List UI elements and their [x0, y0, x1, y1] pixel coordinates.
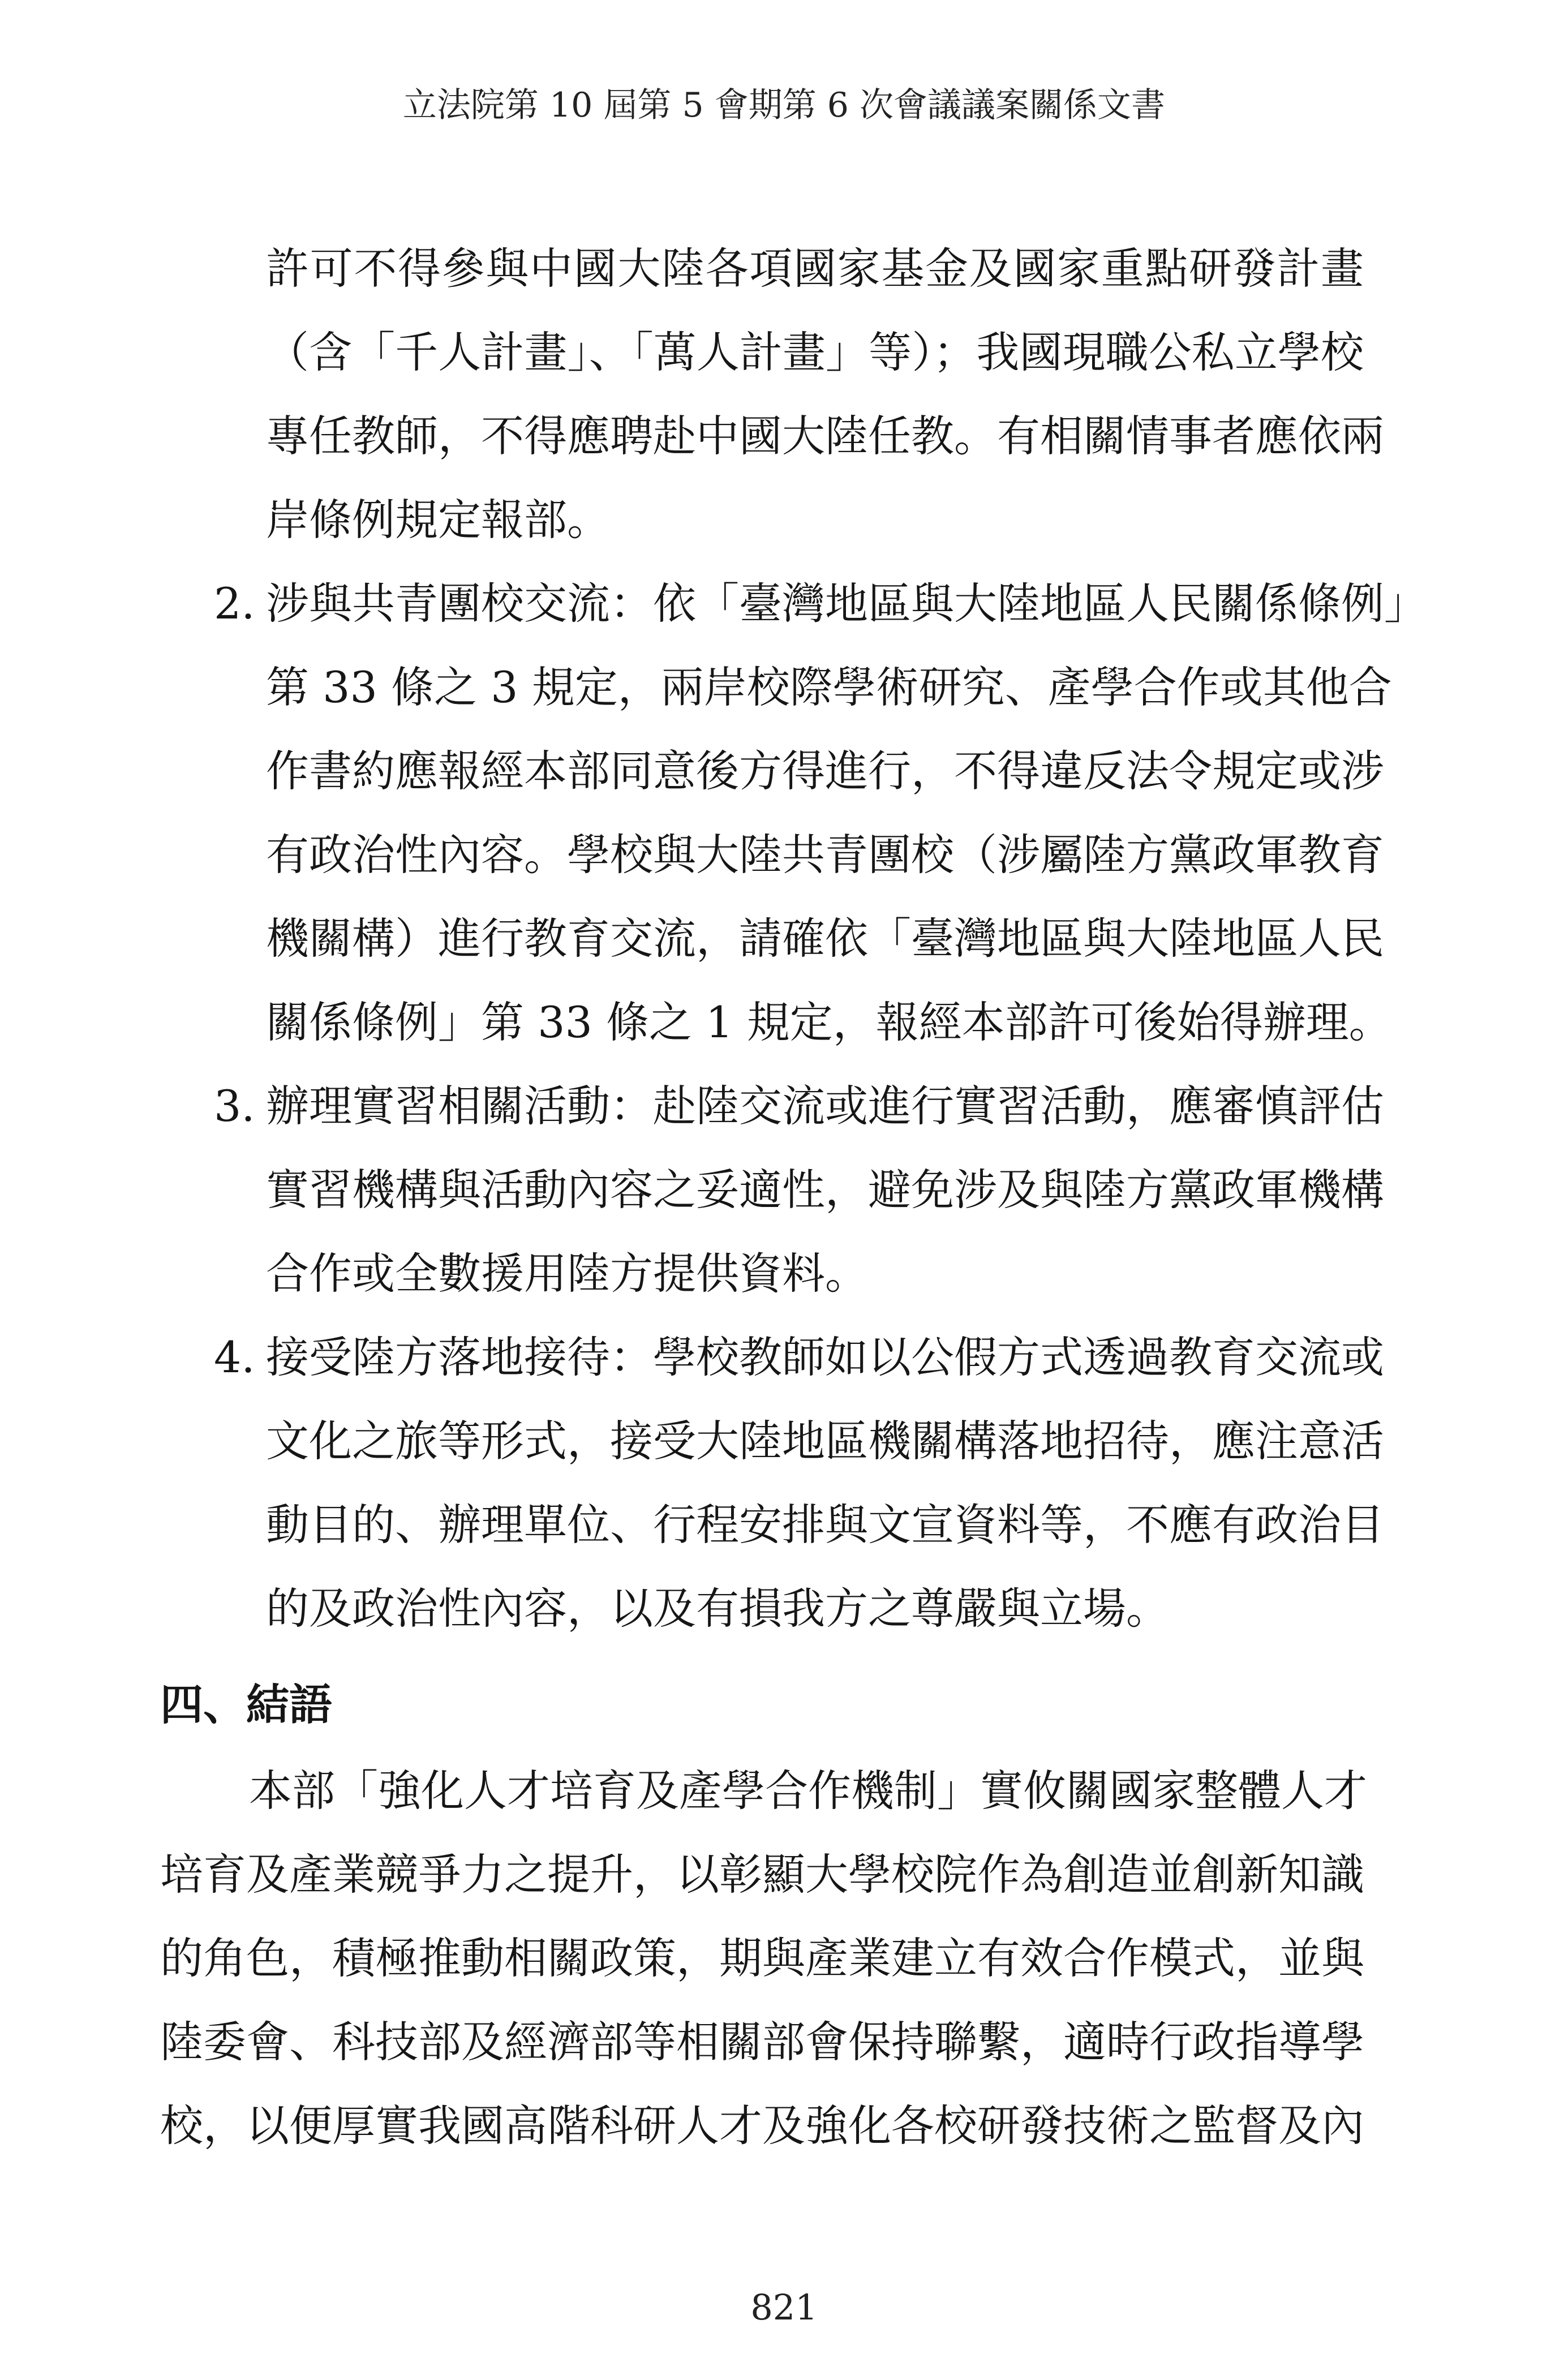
- item-line: 第 33 條之 3 規定，兩岸校際學術研究、產學合作或其他合: [266, 662, 1392, 712]
- item-line: 作書約應報經本部同意後方得進行，不得違反法令規定或涉: [266, 746, 1384, 796]
- item-line: 合作或全數援用陸方提供資料。: [266, 1248, 868, 1299]
- page-number: 821: [750, 2287, 818, 2328]
- document-header: 立法院第 10 屆第 5 會期第 6 次會議議案關係文書: [402, 85, 1166, 125]
- item-number: 4.: [214, 1332, 255, 1382]
- item-line: 辦理實習相關活動：赴陸交流或進行實習活動，應審慎評估: [266, 1081, 1384, 1131]
- item-line: 機關構）進行教育交流，請確依「臺灣地區與大陸地區人民: [266, 913, 1384, 964]
- item-line: 動目的、辦理單位、行程安排與文宣資料等，不應有政治目: [266, 1500, 1384, 1550]
- conclusion-line: 的角色，積極推動相關政策，期與產業建立有效合作模式，並與: [160, 1933, 1364, 1983]
- item-line: 有政治性內容。學校與大陸共青團校（涉屬陸方黨政軍教育: [266, 830, 1384, 880]
- item-line: 接受陸方落地接待：學校教師如以公假方式透過教育交流或: [266, 1332, 1384, 1382]
- item-line: 涉與共青團校交流：依「臺灣地區與大陸地區人民關係條例」: [266, 578, 1427, 629]
- item-line: 的及政治性內容，以及有損我方之尊嚴與立場。: [266, 1583, 1169, 1634]
- intro-line: 許可不得參與中國大陸各項國家基金及國家重點研發計畫: [266, 243, 1364, 294]
- intro-line: （含「千人計畫」、「萬人計畫」等）；我國現職公私立學校: [266, 327, 1364, 377]
- conclusion-line: 本部「強化人才培育及產學合作機制」實攸關國家整體人才: [249, 1765, 1367, 1816]
- item-line: 實習機構與活動內容之妥適性，避免涉及與陸方黨政軍機構: [266, 1165, 1384, 1215]
- conclusion-line: 培育及產業競爭力之提升，以彰顯大學校院作為創造並創新知識: [160, 1849, 1364, 1900]
- item-number: 2.: [214, 578, 255, 629]
- conclusion-line: 校，以便厚實我國高階科研人才及強化各校研發技術之監督及內: [160, 2100, 1364, 2151]
- item-line: 文化之旅等形式，接受大陸地區機關構落地招待，應注意活: [266, 1416, 1384, 1466]
- item-number: 3.: [214, 1081, 255, 1131]
- item-line: 關係條例」第 33 條之 1 規定，報經本部許可後始得辦理。: [266, 997, 1392, 1047]
- conclusion-line: 陸委會、科技部及經濟部等相關部會保持聯繫，適時行政指導學: [160, 2017, 1364, 2067]
- intro-line: 岸條例規定報部。: [266, 495, 610, 545]
- intro-line: 專任教師，不得應聘赴中國大陸任教。有相關情事者應依兩: [266, 411, 1384, 461]
- section-title: 四、結語: [160, 1679, 332, 1730]
